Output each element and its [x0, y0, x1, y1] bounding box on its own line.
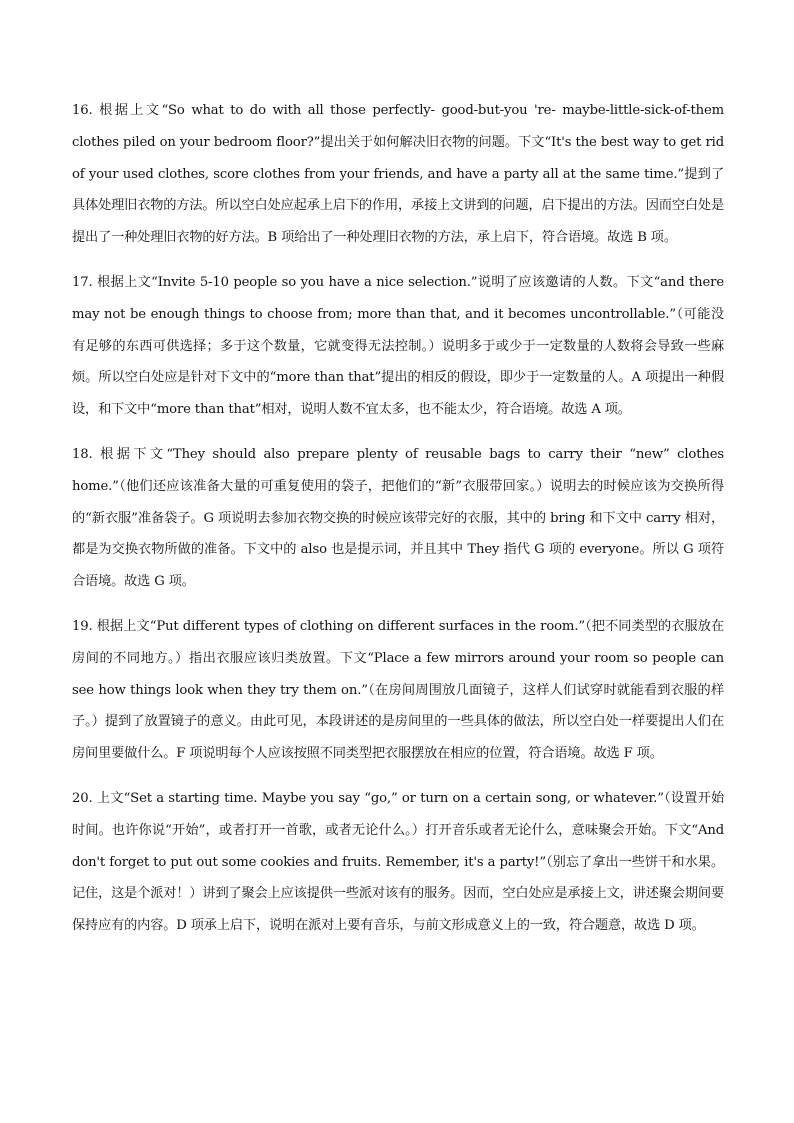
- explanation-19: 19. 根据上文“Put different types of clothing on different surfaces in the room.”（把不同类型的衣服放在房间的不同地方。）指出衣服应该归类放置。下文“Place a few mirrors around your room so people can see how things look when they try them on.”（在房间周围放几面镜子，这样人们试穿时就能看到衣服的样子。）提到了放置镜子的意义。由此可见，本段讲述的是房间里的一些具体的做法，所以空白处一样要提出人们在房间里要做什么。F 项说明每个人应该按照不同类型把衣服摆放在相应的位置，符合语境。故选 F 项。: [72, 618, 724, 762]
- explanation-18: 18. 根据下文“They should also prepare plenty of reusable bags to carry their “new” clothes home.”（他们还应该准备大量的可重复使用的袋子，把他们的“新”衣服带回家。）说明去的时候应该为交换所得的“新衣服”准备袋子。G 项说明去参加衣物交换的时候应该带完好的衣服，其中的 bring 和下文中 carry 相对，都是为交换衣物所做的准备。下文中的 also 也是提示词，并且其中 They 指代 G 项的 everyone。所以 G 项符合语境。故选 G 项。: [72, 446, 724, 590]
- explanation-17: 17. 根据上文“Invite 5-10 people so you have a nice selection.”说明了应该邀请的人数。下文“and there may not be enough things to choose from; more than that, and it becomes uncontrollable.”（可能没有足够的东西可供选择；多于这个数量，它就变得无法控制。）说明多于或少于一定数量的人数将会导致一些麻烦。所以空白处应是针对下文中的“more than that”提出的相反的假设，即少于一定数量的人。A 项提出一种假设，和下文中“more than that”相对，说明人数不宜太多，也不能太少，符合语境。故选 A 项。: [72, 274, 724, 418]
- answer-explanations: [72, 95, 724, 955]
- explanation-16: 16. 根据上文“So what to do with all those perfectly- good-but-you 're- maybe-little-sick-of-them clothes piled on your bedroom floor?”提出关于如何解决旧衣物的问题。下文“It's the best way to get rid of your used clothes, score clothes from your friends, and have a party all at the same time.”提到了具体处理旧衣物的方法。所以空白处应起承上启下的作用，承接上文讲到的问题，启下提出的方法。因而空白处是提出了一种处理旧衣物的好方法。B 项给出了一种处理旧衣物的方法，承上启下，符合语境。故选 B 项。: [72, 103, 724, 246]
- explanation-20: 20. 上文“Set a starting time. Maybe you say “go,” or turn on a certain song, or whatever.”（设置开始时间。也许你说“开始”，或者打开一首歌，或者无论什么。）打开音乐或者无论什么，意味聚会开始。下文“And don't forget to put out some cookies and fruits. Remember, it's a party!”（别忘了拿出一些饼干和水果。记住，这是个派对！）讲到了聚会上应该提供一些派对该有的服务。因而，空白处应是承接上文，讲述聚会期间要保持应有的内容。D 项承上启下，说明在派对上要有音乐，与前文形成意义上的一致，符合题意，故选 D 项。: [72, 790, 724, 934]
